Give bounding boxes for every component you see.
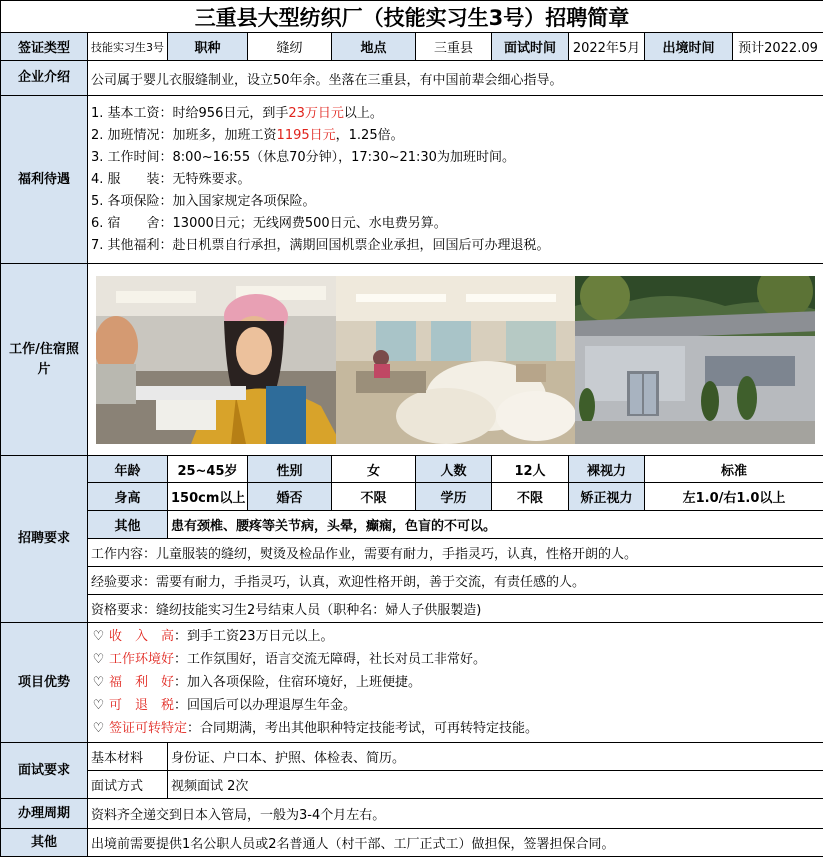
experience-requirement: 经验要求：需要有耐力，手指灵巧，认真，欢迎性格开朗，善于交流，有责任感的人。	[88, 567, 823, 595]
visa-type-label: 签证类型	[1, 33, 88, 61]
gender-label: 性别	[248, 456, 332, 483]
location-label: 地点	[332, 33, 416, 61]
naked-eye-label: 裸视力	[569, 456, 645, 483]
advantage-item: ♡ 收 入 高：到手工资23万日元以上。	[91, 625, 820, 648]
age-value: 25~45岁	[168, 456, 248, 483]
company-text: 公司属于婴儿衣服缝制业，设立50年余。坐落在三重县，有中国前辈会细心指导。	[88, 61, 823, 96]
requirements-label: 招聘要求	[1, 456, 88, 623]
interview-time-label: 面试时间	[492, 33, 569, 61]
photos-cell	[88, 264, 823, 456]
photos-label: 工作/住宿照片	[1, 264, 88, 456]
count-label: 人数	[416, 456, 492, 483]
marital-value: 不限	[332, 483, 416, 511]
marital-label: 婚否	[248, 483, 332, 511]
height-value: 150cm以上	[168, 483, 248, 511]
advantages-label: 项目优势	[1, 623, 88, 743]
work-content: 工作内容：儿童服装的缝纫，熨烫及检品作业，需要有耐力，手指灵巧，认真，性格开朗的人。	[88, 539, 823, 567]
naked-eye-value: 标准	[645, 456, 823, 483]
job-label: 职种	[168, 33, 248, 61]
benefits-label: 福利待遇	[1, 96, 88, 264]
interview-time-value: 2022年5月	[569, 33, 645, 61]
other-label: 其他	[1, 829, 88, 857]
heart-icon: ♡	[92, 652, 105, 667]
departure-value: 预计2022.09	[733, 33, 823, 61]
method-value: 视频面试 2次	[168, 771, 823, 799]
education-label: 学历	[416, 483, 492, 511]
other-req-value: 患有颈椎、腰疼等关节病，头晕，癫痫，色盲的不可以。	[168, 511, 823, 539]
heart-icon: ♡	[92, 675, 105, 690]
worker-sewing-photo	[96, 276, 336, 444]
other-text: 出境前需要提供1名公职人员或2名普通人（村干部、工厂正式工）做担保，签署担保合同。	[88, 829, 823, 857]
education-value: 不限	[492, 483, 569, 511]
benefit-item: 2. 加班情况：加班多，加班工资1195日元，1.25倍。	[91, 127, 404, 143]
count-value: 12人	[492, 456, 569, 483]
qualification-requirement: 资格要求：缝纫技能实习生2号结束人员（职种名：婦人子供服製造)	[88, 595, 823, 623]
factory-building-photo	[575, 276, 815, 444]
materials-value: 身份证、户口本、护照、体检表、简历。	[168, 743, 823, 771]
materials-label: 基本材料	[88, 743, 168, 771]
heart-icon: ♡	[92, 629, 105, 644]
benefit-item: 5. 各项保险：加入国家规定各项保险。	[91, 193, 316, 209]
gender-value: 女	[332, 456, 416, 483]
benefit-item: 1. 基本工资：时给956日元，到手23万日元以上。	[91, 105, 383, 121]
departure-label: 出境时间	[645, 33, 733, 61]
advantage-item: ♡ 签证可转特定：合同期满，考出其他职种特定技能考试，可再转特定技能。	[91, 717, 820, 740]
benefit-item: 4. 服 装：无特殊要求。	[91, 171, 251, 187]
advantage-item: ♡ 工作环境好：工作氛围好，语言交流无障碍，社长对员工非常好。	[91, 648, 820, 671]
corrected-vision-value: 左1.0/右1.0以上	[645, 483, 823, 511]
heart-icon: ♡	[92, 698, 105, 713]
advantage-item: ♡ 可 退 税：回国后可以办理退厚生年金。	[91, 694, 820, 717]
benefit-item: 7. 其他福利：赴日机票自行承担，满期回国机票企业承担，回国后可办理退税。	[91, 237, 550, 253]
location-value: 三重县	[416, 33, 492, 61]
advantages-list	[88, 623, 823, 743]
corrected-vision-label: 矫正视力	[569, 483, 645, 511]
page-title: 三重县大型纺织厂（技能实习生3号）招聘简章	[1, 1, 823, 33]
height-label: 身高	[88, 483, 168, 511]
interview-label: 面试要求	[1, 743, 88, 799]
benefit-item: 6. 宿 舍：13000日元；无线网费500日元、水电费另算。	[91, 215, 447, 231]
period-label: 办理周期	[1, 799, 88, 829]
job-value: 缝纫	[248, 33, 332, 61]
company-label: 企业介绍	[1, 61, 88, 96]
method-label: 面试方式	[88, 771, 168, 799]
factory-floor-photo	[336, 276, 576, 444]
visa-type-value: 技能实习生3号	[88, 33, 168, 61]
benefit-item: 3. 工作时间：8:00~16:55（休息70分钟），17:30~21:30为加班时间。	[91, 149, 515, 165]
advantage-item: ♡ 福 利 好：加入各项保险，住宿环境好，上班便捷。	[91, 671, 820, 694]
age-label: 年龄	[88, 456, 168, 483]
benefits-list	[88, 96, 823, 264]
heart-icon: ♡	[92, 721, 105, 736]
period-text: 资料齐全递交到日本入管局，一般为3-4个月左右。	[88, 799, 823, 829]
other-req-label: 其他	[88, 511, 168, 539]
